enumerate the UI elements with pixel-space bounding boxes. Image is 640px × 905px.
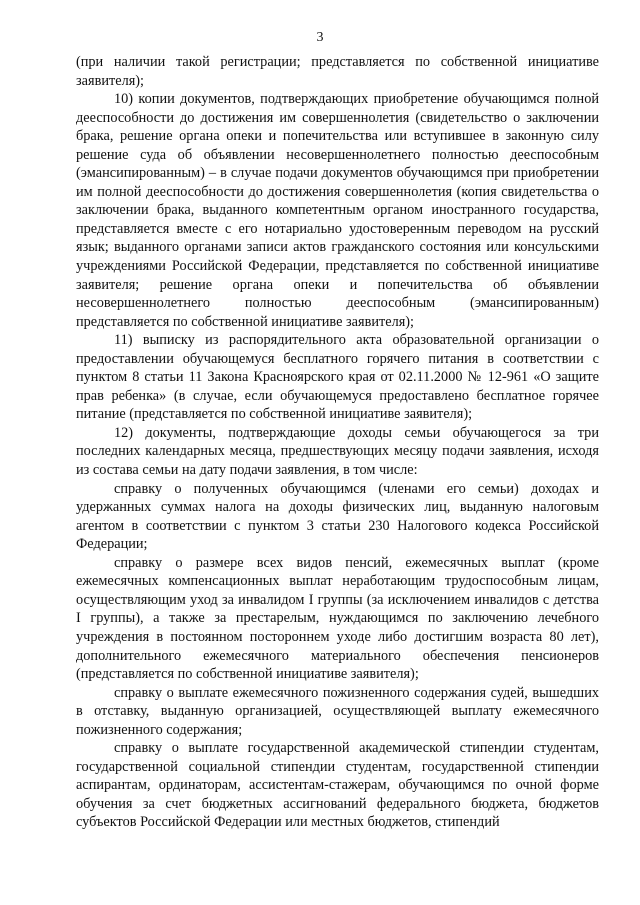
page-number: 3 <box>316 30 324 45</box>
paragraph-scholarship-certificate: справку о выплате государственной академической стипендии студентам, государственной социальной стипендии студентам, государственной стипендии аспирантам, ординаторам, ассистентам-стажерам, обучающимся по очной форме обучения за счет бюджетных ассигнований федерального бюджета, бюджетов субъектов Российской Федерации или местных бюджетов, стипендий <box>76 740 599 831</box>
paragraph-item-12: 12) документы, подтверждающие доходы семьи обучающегося за три последних календарных месяца, предшествующих месяцу подачи заявления, исходя из состава семьи на дату подачи заявления, в том числе: <box>76 424 599 479</box>
paragraph-item-11: 11) выписку из распорядительного акта образовательной организации о предоставлении обучающемуся бесплатного горячего питания в соответствии с пунктом 8 статьи 11 Закона Красноярского края от 02.11.2000 № 12-961 «О защите прав ребенка» (в случае, если обучающемуся предоставлено бесплатное горячее питание (представляется по собственной инициативе заявителя); <box>76 332 599 423</box>
paragraph-pension-certificate: справку о размере всех видов пенсий, ежемесячных выплат (кроме ежемесячных компенсационных выплат неработающим трудоспособным лицам, осуществляющим уход за инвалидом I группы (за исключением инвалидов с детства I группы), а также за престарелым, нуждающимся по заключению лечебного учреждения в постоянном постороннем уходе либо достигшим возраста 80 лет), дополнительного ежемесячного материального обеспечения пенсионеров (представляется по собственной инициативе заявителя); <box>76 554 599 683</box>
document-body <box>76 53 599 832</box>
paragraph-judge-allowance-certificate: справку о выплате ежемесячного пожизненного содержания судей, вышедших в отставку, выданную организацией, осуществляющей выплату ежемесячного пожизненного содержания; <box>76 684 599 738</box>
paragraph-continuation: (при наличии такой регистрации; представляется по собственной инициативе заявителя); <box>76 54 599 89</box>
paragraph-income-certificate: справку о полученных обучающимся (членами его семьи) доходах и удержанных суммах налога на доходы физических лиц, выданную налоговым агентом в соответствии с пунктом 3 статьи 230 Налогового кодекса Российской Федерации; <box>76 480 599 553</box>
paragraph-item-10: 10) копии документов, подтверждающих приобретение обучающимся полной дееспособности до достижения им совершеннолетия (свидетельство о заключении брака, решение органа опеки и попечительства или вступившее в законную силу решение суда об объявлении несовершеннолетнего полностью дееспособным (эмансипированным) – в случае подачи документов обучающимся при приобретении им полной дееспособности до достижения совершеннолетия (копия свидетельства о заключении брака, выданного компетентным органом иностранного государства, представляется вместе с его нотариально удостоверенным переводом на русский язык; выданного органами записи актов гражданского состояния или консульскими учреждениями Российской Федерации, представляется по собственной инициативе заявителя; решение органа опеки и попечительства об объявлении несовершеннолетнего полностью дееспособным (эмансипированным) представляется по собственной инициативе заявителя); <box>76 91 599 330</box>
